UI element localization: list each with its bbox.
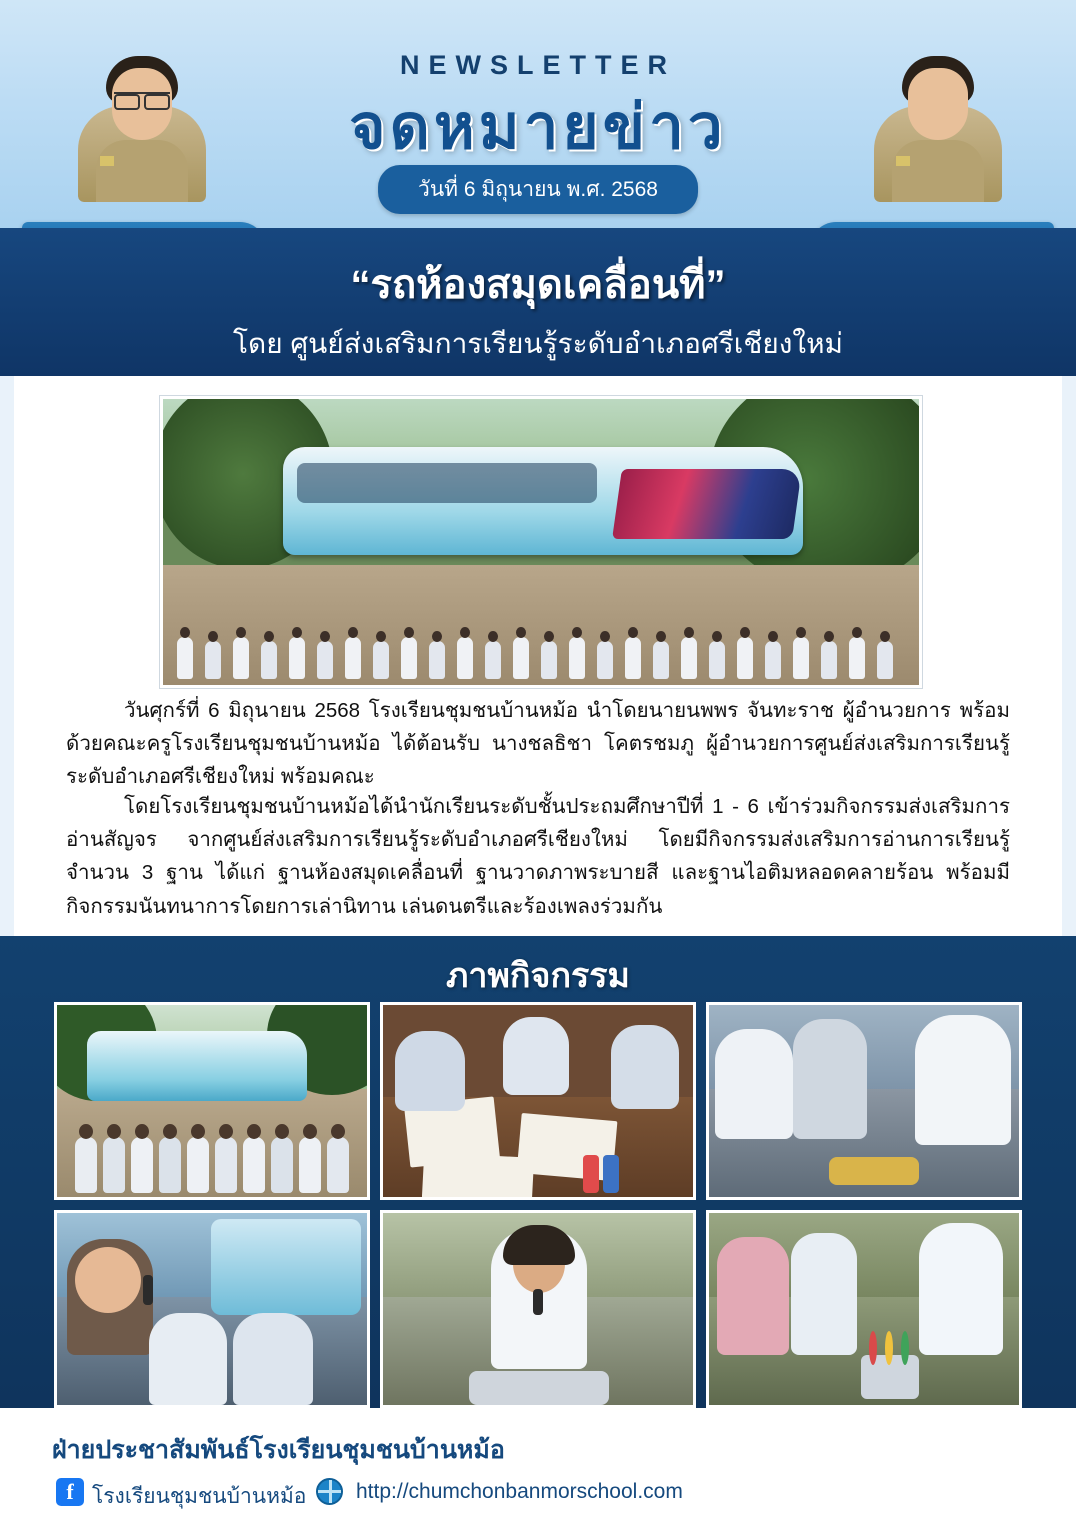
gallery-grid [54,1002,1022,1408]
gallery-photo-6 [706,1210,1022,1408]
headline: “รถห้องสมุดเคลื่อนที่” [350,263,726,307]
header-banner [0,0,1076,228]
article-paragraph-2 [66,790,1010,923]
gallery-photo-1 [54,1002,370,1200]
issue-date-badge: วันที่ 6 มิถุนายน พ.ศ. 2568 [378,165,698,214]
left-margin-strip [0,376,14,936]
globe-icon[interactable] [316,1478,343,1505]
hero-photo [160,396,922,688]
footer-department: ฝ่ายประชาสัมพันธ์โรงเรียนชุมชนบ้านหม้อ [52,1436,505,1464]
article-paragraph-2-text: โดยโรงเรียนชุมชนบ้านหม้อได้นำนักเรียนระดับชั้นประถมศึกษาปีที่ 1 - 6 เข้าร่วมกิจกรรมส่งเสริมการอ่านสัญจร จากศูนย์ส่งเสริมการเรียนรู้ระดับอำเภอศรีเชียงใหม่ โดยมีกิจกรรมส่งเสริมการอ่านการเรียนรู้ จำนวน 3 ฐาน ได้แก่ ฐานห้องสมุดเคลื่อนที่ ฐานวาดภาพระบายสี และฐานไอติมหลอดคลายร้อน พร้อมมีกิจกรรมนันทนาการโดยการเล่านิทาน เล่นดนตรีและร้องเพลงร่วมกัน [66,795,1010,918]
newsletter-thai-title: จดหมายข่าว [349,93,727,162]
right-margin-strip [1062,376,1076,936]
website-url[interactable]: http://chumchonbanmorschool.com [356,1480,683,1503]
header-inner [0,0,1076,228]
subheadline: โดย ศูนย์ส่งเสริมการเรียนรู้ระดับอำเภอศรีเชียงใหม่ [232,328,844,359]
gallery-photo-3 [706,1002,1022,1200]
gallery-photo-2 [380,1002,696,1200]
gallery-title: ภาพกิจกรรม [446,957,630,995]
facebook-page-label[interactable]: โรงเรียนชุมชนบ้านหม้อ [92,1485,307,1508]
article-paragraph-1-text: วันศุกร์ที่ 6 มิถุนายน 2568 โรงเรียนชุมชนบ้านหม้อ นำโดยนายนพพร จันทะราช ผู้อำนวยการ พร้อมด้วยคณะครูโรงเรียนชุมชนบ้านหม้อ ได้ต้อนรับ นางชลธิชา โคตรชมภู ผู้อำนวยการศูนย์ส่งเสริมการเรียนรู้ระดับอำเภอศรีเชียงใหม่ พร้อมคณะ [66,699,1010,789]
facebook-icon[interactable]: f [56,1478,84,1506]
article-paragraph-1 [66,694,1010,794]
newsletter-eyebrow: NEWSLETTER [400,50,676,80]
gallery-photo-4 [54,1210,370,1408]
hero-crowd [163,553,919,685]
gallery-photo-5 [380,1210,696,1408]
